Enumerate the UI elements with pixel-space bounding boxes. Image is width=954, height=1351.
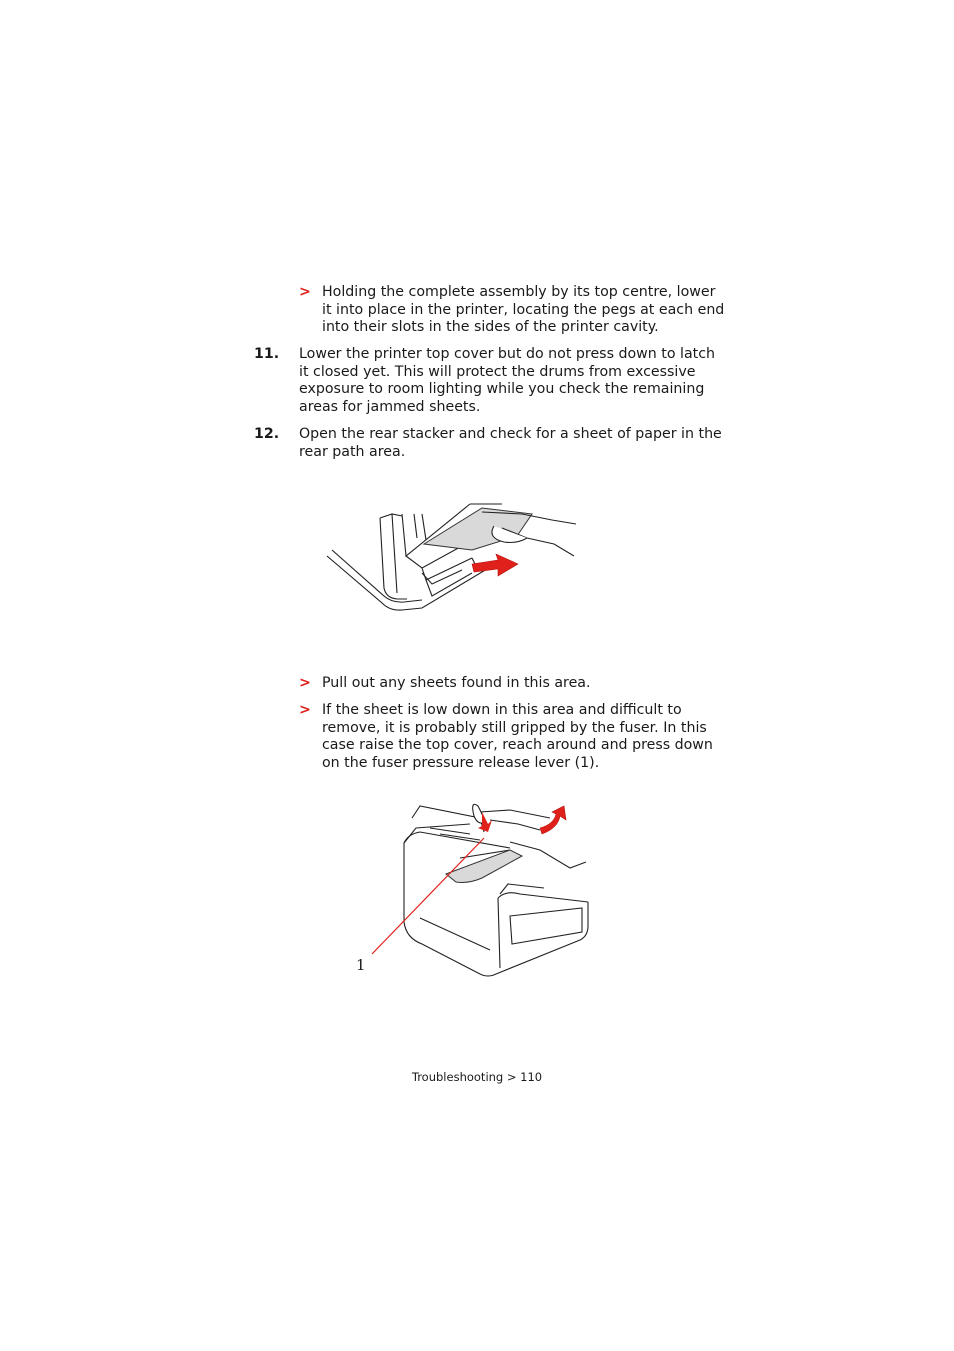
step-number: 12. — [254, 426, 280, 442]
bullet-marker: > — [299, 284, 311, 300]
rear-stacker-illustration — [322, 498, 584, 623]
bullet-marker: > — [299, 702, 311, 718]
bullet-text: Pull out any sheets found in this area. — [322, 675, 591, 691]
bullet-marker: > — [299, 675, 311, 691]
bullet-text: If the sheet is low down in this area and difficult to remove, it is probably still gripped by the fuser. In this case raise the top cover, reach around and press down on the fuser pressure release lever (1). — [322, 702, 713, 771]
step-number: 11. — [254, 346, 280, 362]
step-text: Open the rear stacker and check for a sheet of paper in the rear path area. — [299, 426, 722, 460]
step-text: Lower the printer top cover but do not press down to latch it closed yet. This will protect the drums from excessive exposure to room lighting while you check the remaining areas for jammed sheets. — [299, 346, 716, 415]
bullet-text: Holding the complete assembly by its top centre, lower it into place in the printer, locating the pegs at each end into their slots in the sides of the printer cavity. — [322, 284, 725, 336]
fuser-lever-illustration — [360, 798, 595, 984]
page-footer: Troubleshooting > 110 — [411, 1070, 543, 1084]
callout-label-1: 1 — [356, 956, 366, 974]
